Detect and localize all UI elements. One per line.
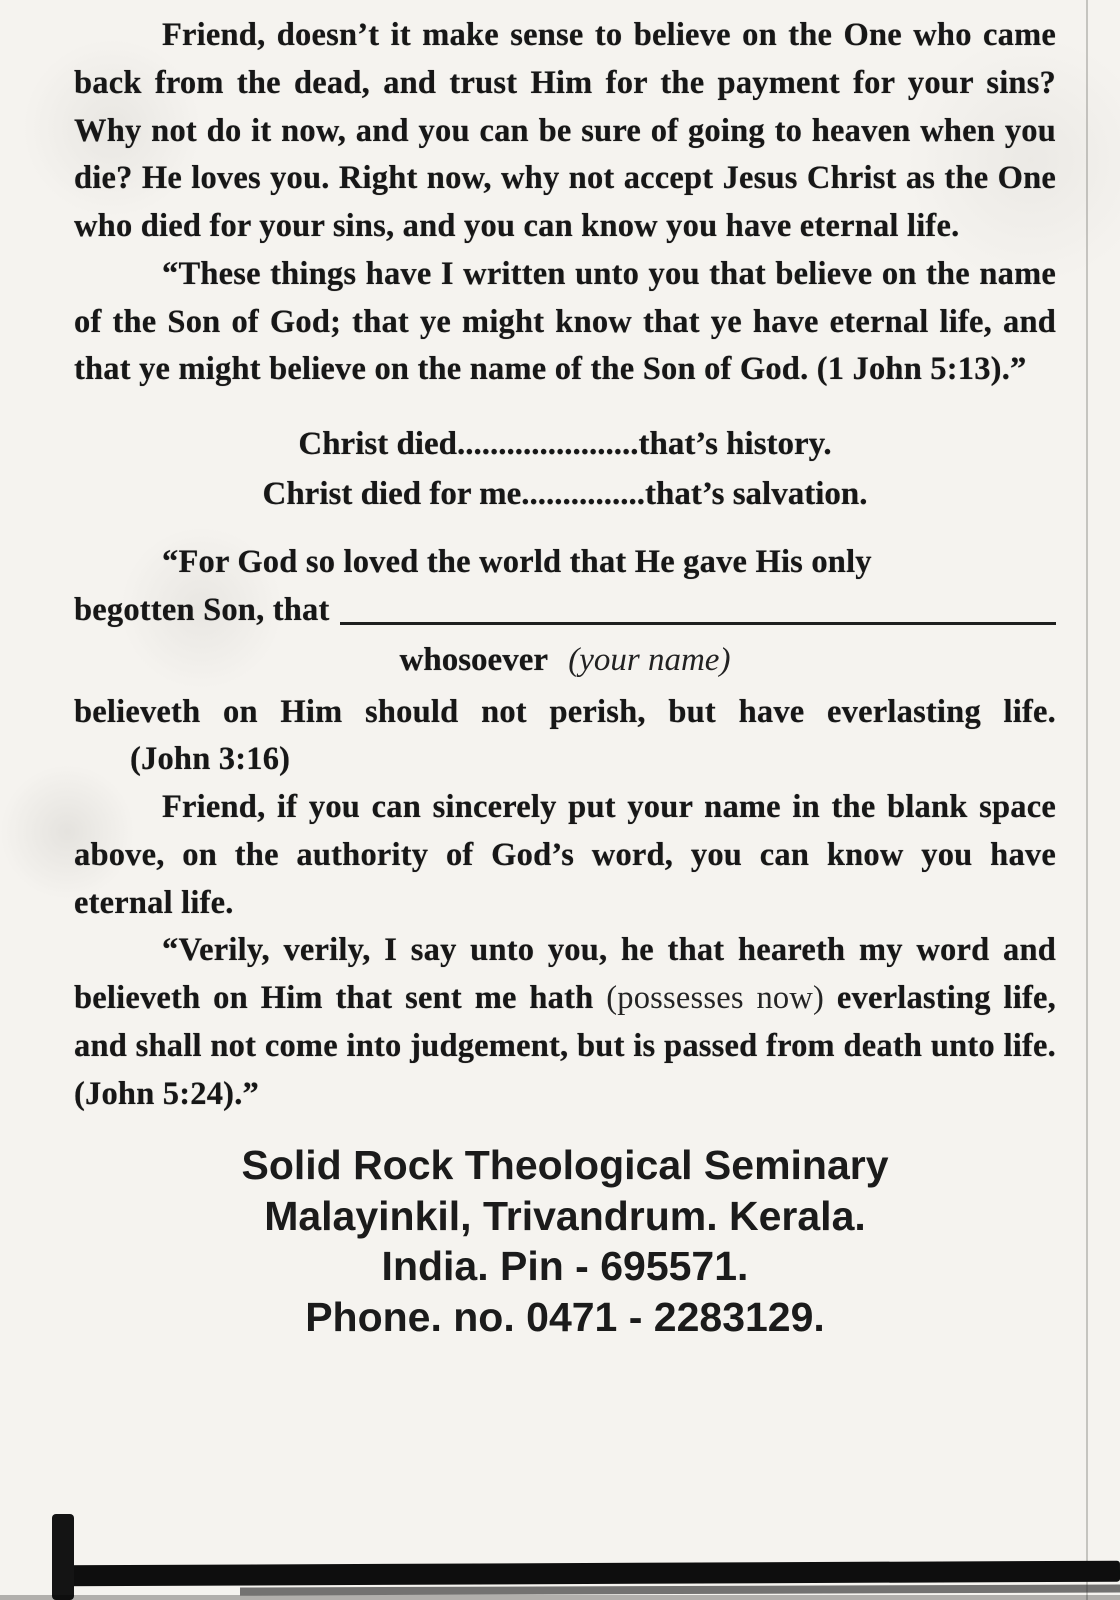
seminary-address: Malayinkil, Trivandrum. Kerala. — [264, 1192, 866, 1239]
scan-artifact-corner — [52, 1514, 74, 1600]
john316-line2-with-blank — [74, 587, 1056, 635]
scan-artifact-bottom-bar — [58, 1561, 1120, 1587]
john316-cont-text: believeth on Him should not perish, but have everlasting life. — [74, 693, 1056, 730]
christ-died-salvation-line: Christ died for me...............that’s salvation. — [262, 475, 868, 512]
paragraph-blank-space: Friend, if you can sincerely put your name in the blank space above, on the authority of God’s word, you can know you have eternal life. — [74, 789, 1056, 921]
john316-line1: “For God so loved the world that He gave His only — [162, 544, 872, 581]
christ-died-history-line: Christ died......................that’s history. — [298, 426, 832, 463]
john316-line2-text: begotten Son, that — [74, 591, 330, 628]
seminary-phone: Phone. no. 0471 - 2283129. — [305, 1293, 825, 1340]
christ-died-block — [74, 420, 1056, 519]
paragraph-john524 — [74, 927, 1056, 1118]
whosoever-line — [74, 637, 1056, 685]
paragraph-intro: Friend, doesn’t it make sense to believe on the One who came back from the dead, and trust Him for the payment for your sins? Why not do it now, and you can be sure of going to heaven when you die? He loves you. Right now, why not accept Jesus Christ as the One who died for your sins, and you can know you have eternal life. — [74, 17, 1056, 245]
john524-text-b: everlasting life, and shall not come into judgement, but is passed from death unto life. (John 5:24).” — [74, 980, 1056, 1112]
john524-text-a: “Verily, verily, I say unto you, he that heareth my word and believeth on Him that sent me hath — [74, 932, 1056, 1017]
seminary-pin: India. Pin - 695571. — [381, 1243, 749, 1290]
scan-artifact-bottom-shadow — [240, 1584, 1120, 1595]
john316-block — [74, 539, 1056, 784]
name-blank-line — [340, 622, 1057, 625]
scan-artifact-bottom-fade — [0, 1595, 1120, 1600]
your-name-hint: (your name) — [568, 641, 731, 678]
seminary-name: Solid Rock Theological Seminary — [241, 1142, 889, 1189]
john316-reference: (John 3:16) — [130, 741, 291, 778]
whosoever-word: whosoever — [399, 641, 548, 678]
john316-continuation — [74, 689, 1056, 785]
paragraph-1john513: “These things have I written unto you that believe on the name of the Son of God; that ye might know that ye have eternal life, and that ye might believe on the name of the Son of God. (1 John 5:13).” — [74, 255, 1056, 388]
scan-edge-line — [1086, 0, 1088, 1600]
john524-parenthetical: (possesses now) — [606, 980, 825, 1017]
seminary-footer — [74, 1140, 1056, 1342]
